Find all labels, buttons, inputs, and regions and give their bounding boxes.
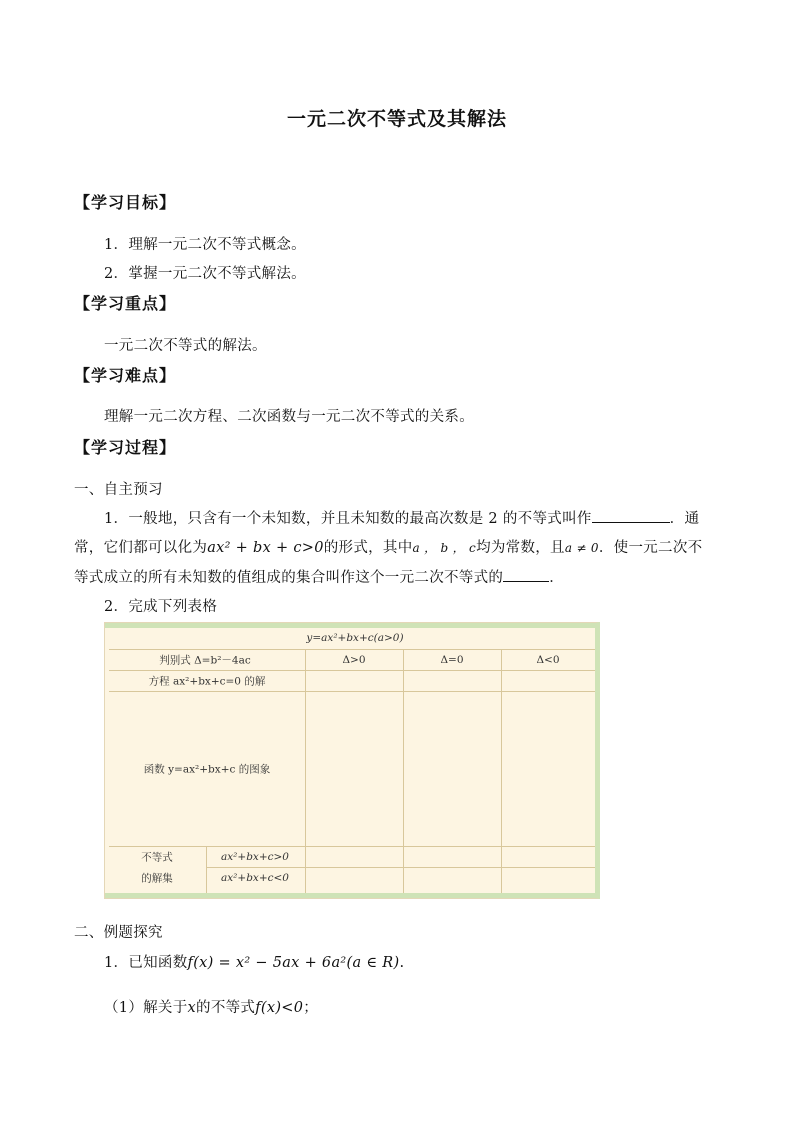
ex1-part1-math: f(x)<0 (255, 1000, 304, 1016)
preview-heading: 一、自主预习 (74, 482, 163, 498)
q1-text-e: 均为常数，且 (476, 540, 565, 556)
difficulty-text: 理解一元二次方程、二次函数与一元二次不等式的关系。 (104, 409, 474, 425)
row-discriminant: 判别式 Δ=b²－4ac (159, 654, 251, 667)
ex1-end: . (399, 955, 405, 971)
table-hline (109, 670, 595, 671)
table-vline (305, 649, 306, 893)
ex1-part1-c: ； (303, 1000, 319, 1016)
q1-text-g: 等式成立的所有未知数的值组成的集合叫作这个一元二次不等式的 (74, 570, 504, 586)
table-top-band (105, 623, 595, 628)
q1-math-vars: a ， b ， c (412, 541, 477, 555)
page-title: 一元二次不等式及其解法 (286, 108, 507, 130)
ex1-part1-b: 的不等式 (196, 1000, 256, 1016)
row-inequality-label-1: 不等式 (141, 851, 173, 864)
ex1-function: f(x) = x² − 5ax + 6a²(a ∈ R) (187, 955, 400, 971)
question-1-line-1 (104, 507, 699, 528)
section-process-header: 【学习过程】 (74, 438, 177, 457)
table-vline (206, 846, 207, 893)
answer-blank-1[interactable] (592, 508, 670, 523)
row-ineq-greater: ax²+bx+c>0 (221, 851, 289, 863)
row-ineq-less: ax²+bx+c<0 (221, 872, 289, 884)
q1-text-d: 的形式，其中 (323, 540, 413, 556)
table-vline (403, 649, 404, 893)
table-hline (109, 846, 595, 847)
goal-1: 1．理解一元二次不等式概念。 (104, 237, 306, 253)
quadratic-table (104, 622, 600, 899)
ex1-text: 1．已知函数 (104, 955, 188, 971)
table-vline (501, 649, 502, 893)
q1-text-f: ．使一元二次不 (598, 540, 703, 556)
section-key-header: 【学习重点】 (74, 294, 177, 313)
question-1-line-3 (74, 566, 564, 587)
row-function-graph: 函数 y=ax²+bx+c 的图象 (143, 763, 271, 776)
example-1-part-1 (104, 996, 318, 1017)
q1-math-quadratic: ax² + bx + c>0 (207, 540, 324, 556)
table-hline (109, 691, 595, 692)
key-text: 一元二次不等式的解法。 (104, 338, 267, 354)
goal-2: 2．掌握一元二次不等式解法。 (104, 266, 306, 282)
ex1-part1-x: x (187, 1000, 197, 1016)
col-delta-positive: Δ>0 (342, 654, 366, 666)
q1-text-a: 1．一般地，只含有一个未知数，并且未知数的最高次数是 2 的不等式叫作 (104, 511, 592, 527)
q1-text-c: 常，它们都可以化为 (74, 540, 208, 556)
table-hline (206, 867, 595, 868)
example-1 (104, 951, 404, 972)
examples-heading: 二、例题探究 (74, 925, 163, 941)
table-header: y=ax²+bx+c(a>0) (306, 632, 404, 644)
question-1-line-2 (74, 536, 702, 557)
row-equation-roots: 方程 ax²+bx+c=0 的解 (148, 675, 266, 688)
row-inequality-label-2: 的解集 (141, 872, 173, 885)
table-hline (109, 649, 595, 650)
section-goals-header: 【学习目标】 (74, 193, 177, 212)
ex1-part1-a: （1）解关于 (104, 1000, 188, 1016)
q1-math-cond: a ≠ 0 (564, 541, 599, 555)
section-difficulty-header: 【学习难点】 (74, 366, 177, 385)
col-delta-negative: Δ<0 (536, 654, 560, 666)
q1-text-h: ． (549, 570, 565, 586)
answer-blank-2[interactable] (503, 567, 549, 582)
q1-text-b: ．通 (669, 511, 700, 527)
question-2: 2．完成下列表格 (104, 599, 218, 615)
col-delta-zero: Δ=0 (440, 654, 464, 666)
table-bottom-band (105, 893, 595, 898)
